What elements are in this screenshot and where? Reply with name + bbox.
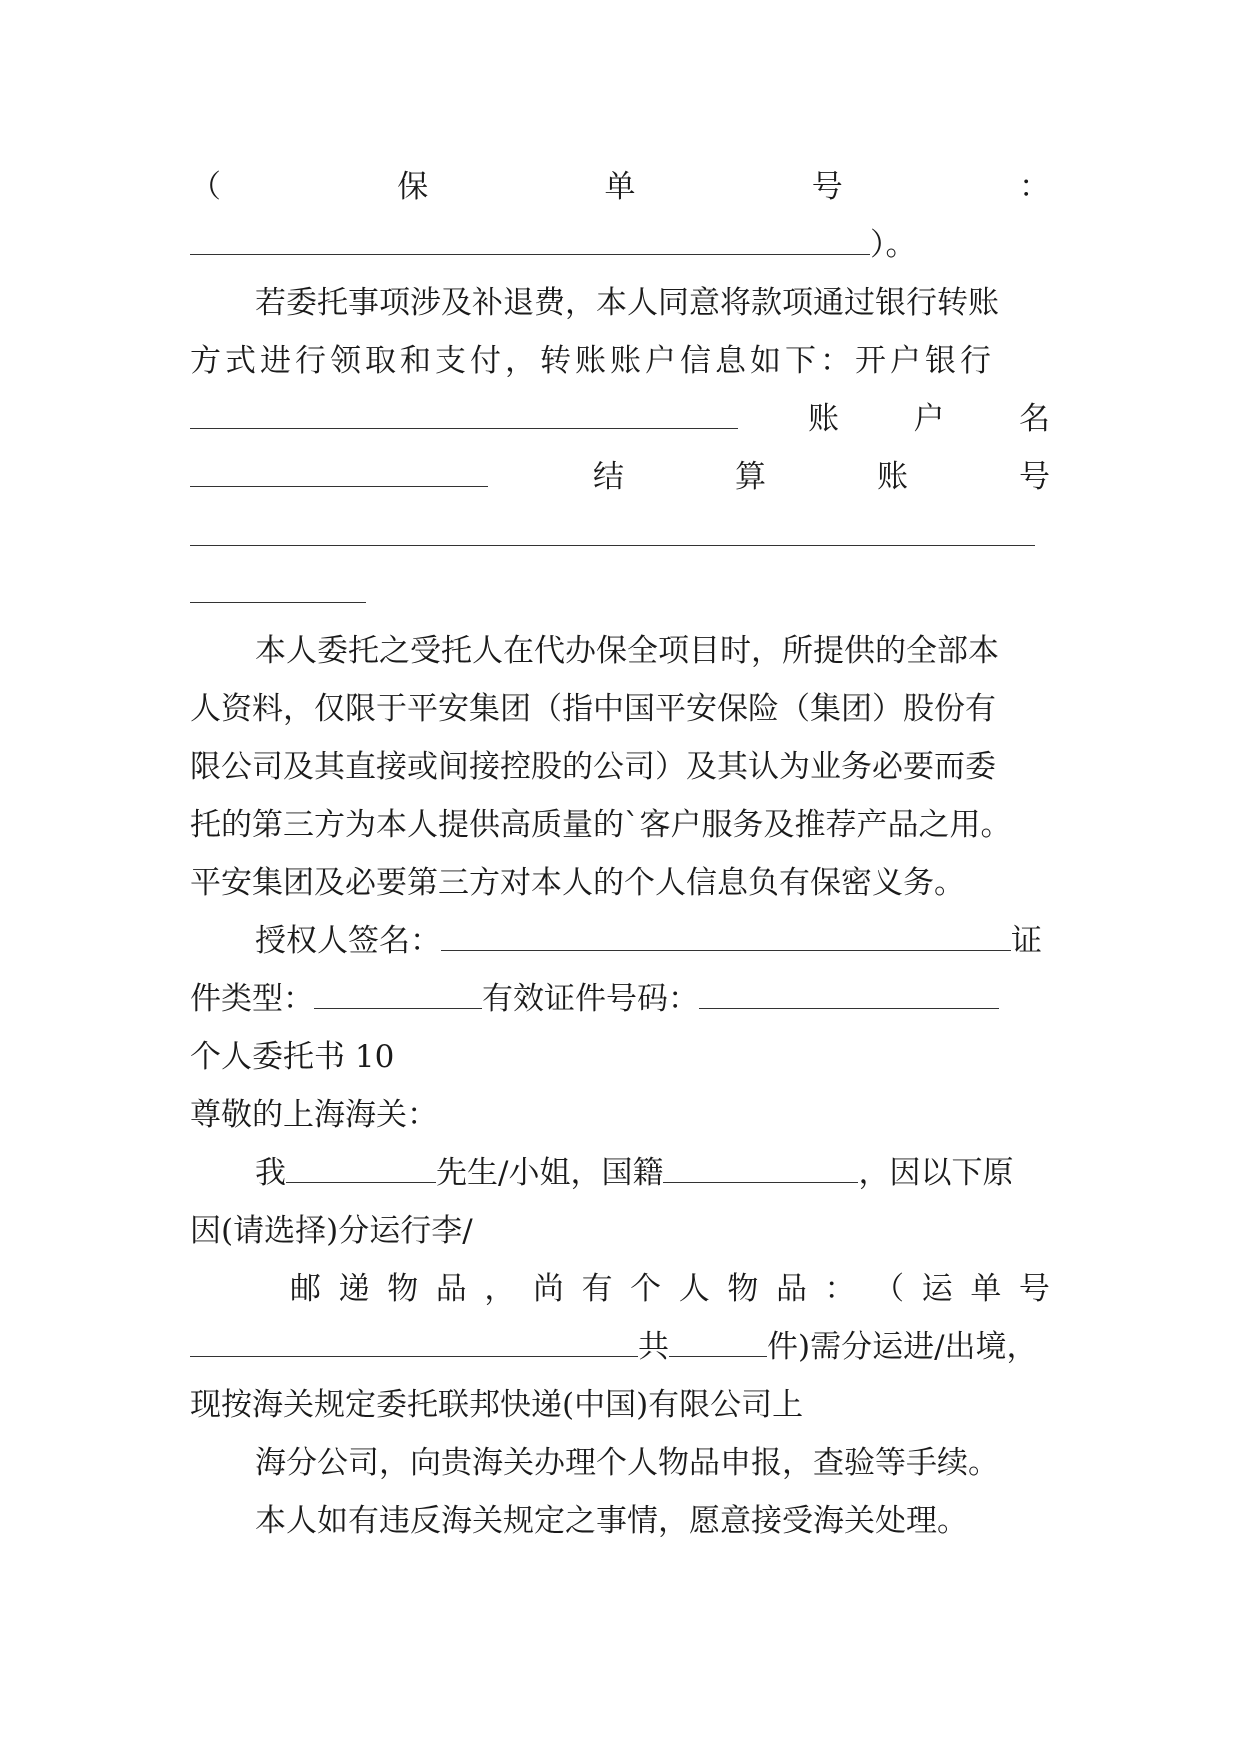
cert-type-label: 件类型： <box>190 981 314 1017</box>
policy-number-blank-line <box>190 225 1050 265</box>
account-no-char: 算 <box>735 459 766 495</box>
letter-l3-char: 人 <box>678 1271 710 1307</box>
letter-l4-b: 件)需分运进/出境， <box>767 1329 1038 1365</box>
signature-label: 授权人签名： <box>255 923 441 959</box>
policy-char: （ <box>190 169 221 205</box>
letter-l1-a: 我 <box>255 1155 286 1191</box>
letter-l3-char: 个 <box>630 1271 662 1307</box>
account-name-line <box>190 399 1050 439</box>
letter-line-5: 现按海关规定委托联邦快递(中国)有限公司上 <box>190 1387 804 1423</box>
privacy-line-2: 人资料，仅限于平安集团（指中国平安保险（集团）股份有 <box>190 691 996 727</box>
cert-type-blank[interactable] <box>314 986 482 1009</box>
count-blank[interactable] <box>669 1334 767 1357</box>
account-no-char: 号 <box>1019 459 1050 495</box>
letter-line-1 <box>255 1153 1050 1193</box>
name-blank[interactable] <box>286 1160 436 1183</box>
letter-l3-char: 品 <box>435 1271 467 1307</box>
policy-char: 号 <box>811 169 843 205</box>
policy-char: ： <box>1019 169 1050 205</box>
letter-l3-char: 品 <box>775 1271 807 1307</box>
account-name-char: 名 <box>1019 401 1050 437</box>
letter-l3-char: 运 <box>921 1271 953 1307</box>
letter-l3-char: 尚 <box>532 1271 564 1307</box>
policy-char: 保 <box>397 169 429 205</box>
signature-line <box>255 921 1050 961</box>
account-name-char: 户 <box>913 401 945 437</box>
letter-line-3 <box>290 1269 1050 1309</box>
letter-l3-char: ， <box>484 1271 516 1307</box>
privacy-line-5: 平安集团及必要第三方对本人的个人信息负有保密义务。 <box>190 865 965 901</box>
letter-salutation: 尊敬的上海海关： <box>190 1097 438 1133</box>
account-number-blank[interactable] <box>190 545 1035 546</box>
cert-prefix: 证 <box>1011 923 1042 959</box>
policy-close: ）。 <box>870 227 917 263</box>
letter-l3-char: 邮 <box>290 1271 321 1307</box>
letter-l1-b: 先生/小姐，国籍 <box>436 1155 664 1191</box>
letter-l3-char: 物 <box>727 1271 759 1307</box>
letter-l3-char: 有 <box>581 1271 613 1307</box>
account-no-char: 结 <box>593 459 624 495</box>
letter-l3-char: 号 <box>1018 1271 1050 1307</box>
account-no-char: 账 <box>877 459 908 495</box>
account-number-blank-cont[interactable] <box>190 602 366 603</box>
cert-no-blank[interactable] <box>699 986 999 1009</box>
letter-l4-a: 共 <box>638 1329 669 1365</box>
waybill-blank[interactable] <box>190 1334 638 1357</box>
policy-char: 单 <box>604 169 636 205</box>
letter-l3-char: 递 <box>338 1271 370 1307</box>
refund-line-2-text: 方式进行领取和支付，转账账户信息如下：开户银行 <box>190 343 995 379</box>
letter-l3-char: 单 <box>970 1271 1002 1307</box>
account-number-line <box>190 457 1050 497</box>
refund-line-2 <box>190 341 1050 381</box>
bank-blank[interactable] <box>190 406 738 429</box>
letter-line-6: 海分公司，向贵海关办理个人物品申报，查验等手续。 <box>255 1445 999 1481</box>
policy-number-blank[interactable] <box>190 232 870 255</box>
letter-l3-char: ： <box>824 1271 856 1307</box>
policy-number-line <box>190 167 1050 207</box>
nationality-blank[interactable] <box>663 1160 858 1183</box>
letter-line-2: 因(请选择)分运行李/ <box>190 1213 473 1249</box>
letter-l3-char: 物 <box>387 1271 419 1307</box>
account-name-blank[interactable] <box>190 464 488 487</box>
cert-no-label: 有效证件号码： <box>482 981 699 1017</box>
letter-line-7: 本人如有违反海关规定之事情，愿意接受海关处理。 <box>255 1503 968 1539</box>
refund-line-1: 若委托事项涉及补退费，本人同意将款项通过银行转账 <box>255 285 999 321</box>
letter-line-4 <box>190 1327 1050 1367</box>
letter-title: 个人委托书 10 <box>190 1039 395 1075</box>
letter-l3-char: （ <box>873 1271 905 1307</box>
certificate-line <box>190 979 1050 1019</box>
privacy-line-1: 本人委托之受托人在代办保全项目时，所提供的全部本 <box>255 633 999 669</box>
signature-blank[interactable] <box>441 928 1011 951</box>
privacy-line-3: 限公司及其直接或间接控股的公司）及其认为业务必要而委 <box>190 749 996 785</box>
privacy-line-4: 托的第三方为本人提供高质量的`客户服务及推荐产品之用。 <box>190 807 1012 843</box>
account-name-char: 账 <box>808 401 839 437</box>
letter-l1-c: ，因以下原 <box>858 1155 1014 1191</box>
